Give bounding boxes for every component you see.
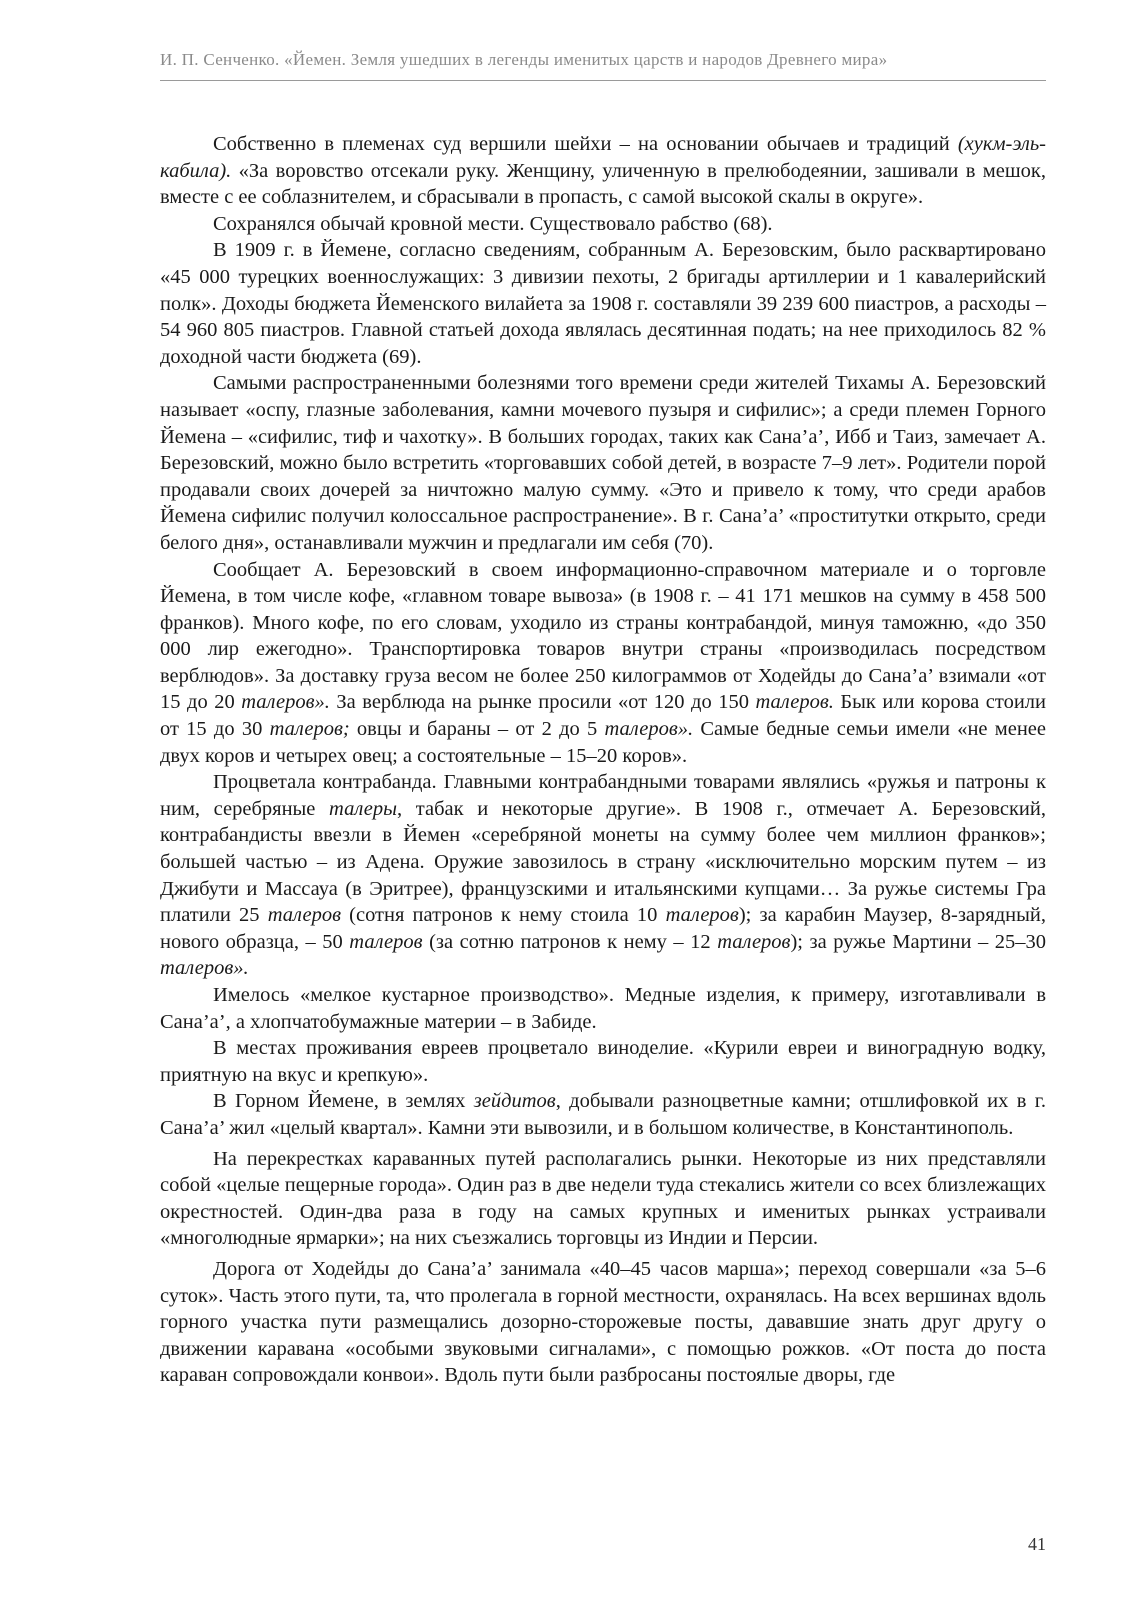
text-run: , добывали разноцветные камни; отшлифовкой их в г. Сана’а’ жил «целый квартал». Камни эти вывозили, и в большом количестве, в Константинополь. xyxy=(160,1090,1046,1139)
running-header: И. П. Сенченко. «Йемен. Земля ушедших в легенды именитых царств и народов Древнего мира» xyxy=(160,50,888,69)
italic-run: талеров». xyxy=(160,957,249,980)
text-run: Процветала контрабанда. Главными контрабандными товарами являлись «ружья и патроны к ним, серебряные xyxy=(160,771,1046,820)
paragraph xyxy=(160,370,1046,556)
paragraph xyxy=(160,131,1046,211)
text-run: (сотня патронов к нему стоила 10 xyxy=(340,904,666,927)
text-run: Собственно в племенах суд вершили шейхи – на основании обычаев и традиций xyxy=(213,133,958,155)
paragraph xyxy=(160,1088,1046,1141)
paragraph xyxy=(160,557,1046,770)
text-run: «За воровство отсекали руку. Женщину, уличенную в прелюбодеянии, зашивали в мешок, вместе с ее соблазнителем, и сбрасывали в пропасть, с самой высокой скалы в округе». xyxy=(160,159,1046,209)
text-run: За верблюда на рынке просили «от 120 до 150 xyxy=(329,691,756,714)
text-run: В местах проживания евреев процветало виноделие. «Курили евреи и виноградную водку, приятную на вкус и крепкую». xyxy=(160,1037,1046,1086)
paragraph xyxy=(160,982,1046,1035)
text-run: (за сотню патронов к нему – 12 xyxy=(422,930,718,953)
text-run: Сохранялся обычай кровной мести. Существовало рабство (68). xyxy=(213,212,773,235)
paragraph xyxy=(160,769,1046,982)
text-run: Дорога от Ходейды до Сана’а’ занимала «40–45 часов марша»; переход совершали «за 5–6 суток». Часть этого пути, та, что пролегала в горной местности, охранялась. На всех вершинах вдоль горного участка пути размещались дозорно-сторожевые посты, дававшие знать друг другу о движении каравана «особыми звуковыми сигналами», с помощью рожков. «От поста до поста караван сопровождали конвои». Вдоль пути были разбросаны постоялые дворы, где xyxy=(160,1257,1046,1387)
paragraph xyxy=(160,1035,1046,1088)
body-text xyxy=(160,131,1046,1389)
text-run: Бык или корова стоили от 15 до 30 xyxy=(160,691,1046,741)
italic-run: талеров». xyxy=(604,718,694,741)
text-run: ); за ружье Мартини – 25–30 xyxy=(790,930,1046,953)
italic-run: талеров xyxy=(267,904,341,927)
paragraph xyxy=(160,1146,1046,1252)
text-run: В Горном Йемене, в землях xyxy=(213,1090,474,1113)
italic-run: талеров». xyxy=(241,691,330,714)
text-run: Самыми распространенными болезнями того времени среди жителей Тихамы А. Березовский называет «оспу, глазные заболевания, камни мочевого пузыря и сифилис»; а среди племен Горного Йемена – «сифилис, тиф и чахотку». В больших городах, таких как Сана’а’, Ибб и Таиз, замечает А. Березовский, можно было встретить «торговавших собой детей, в возрасте 7–9 лет». Родители порой продавали своих дочерей за ничтожно малую сумму. «Это и привело к тому, что среди арабов Йемена сифилис получил колоссальное распространение». В г. Сана’а’ «проститутки открыто, среди белого дня», останавливали мужчин и предлагали им себя (70). xyxy=(160,372,1046,554)
paragraph xyxy=(160,237,1046,370)
italic-run: зейдитов xyxy=(473,1090,556,1113)
italic-run: талеров xyxy=(665,904,739,927)
italic-run: талеров; xyxy=(269,718,350,741)
header-divider xyxy=(160,80,1046,81)
text-run: ); за карабин Маузер, 8-зарядный, нового образца, – 50 xyxy=(160,904,1046,953)
text-run: овцы и бараны – от 2 до 5 xyxy=(349,718,605,741)
italic-run: (хукм-эль-кабила). xyxy=(160,133,1046,182)
italic-run: талеров xyxy=(717,930,791,953)
page-number: 41 xyxy=(1028,1534,1046,1554)
italic-run: талеров xyxy=(349,930,423,953)
text-run: , табак и некоторые другие». В 1908 г., отмечает А. Березовский, контрабандисты ввезли в Йемен «серебряной монеты на сумму более чем миллион франков»; большей частью – из Адена. Оружие завозилось в страну «исключительно морским путем – из Джибути и Массауа (в Эритрее), французскими и итальянскими купцами… За ружье системы Гра платили 25 xyxy=(160,797,1047,927)
text-run: На перекрестках караванных путей располагались рынки. Некоторые из них представляли собой «целые пещерные города». Один раз в две недели туда стекались жители со всех близлежащих окрестностей. Один-два раза в году на самых крупных и именитых рынках устраивали «многолюдные ярмарки»; на них съезжались торговцы из Индии и Персии. xyxy=(160,1147,1046,1250)
text-run: Самые бедные семьи имели «не менее двух коров и четырех овец; а состоятельные – 15–20 коров». xyxy=(160,718,1046,767)
text-run: В 1909 г. в Йемене, согласно сведениям, собранным А. Березовским, было расквартировано «45 000 турецких военнослужащих: 3 дивизии пехоты, 2 бригады артиллерии и 1 кавалерийский полк». Доходы бюджета Йеменского вилайета за 1908 г. составляли 39 239 600 пиастров, а расходы – 54 960 805 пиастров. Главной статьей дохода являлась десятинная подать; на нее приходилось 82 % доходной части бюджета (69). xyxy=(160,239,1046,368)
text-run: Имелось «мелкое кустарное производство». Медные изделия, к примеру, изготавливали в Сана’а’, а хлопчатобумажные материи – в Забиде. xyxy=(160,984,1046,1033)
text-run: Сообщает А. Березовский в своем информационно-справочном материале и о торговле Йемена, в том числе кофе, «главном товаре вывоза» (в 1908 г. – 41 171 мешков на сумму в 458 500 франков). Много кофе, по его словам, уходило из страны контрабандой, минуя таможню, «до 350 000 лир ежегодно». Транспортировка товаров внутри страны «производилась посредством верблюдов». За доставку груза весом не более 250 килограммов от Ходейды до Сана’а’ взимали «от 15 до 20 xyxy=(160,558,1046,714)
paragraph xyxy=(160,211,1046,238)
paragraph xyxy=(160,1256,1046,1389)
italic-run: талеры xyxy=(329,797,398,820)
italic-run: талеров. xyxy=(755,691,834,714)
